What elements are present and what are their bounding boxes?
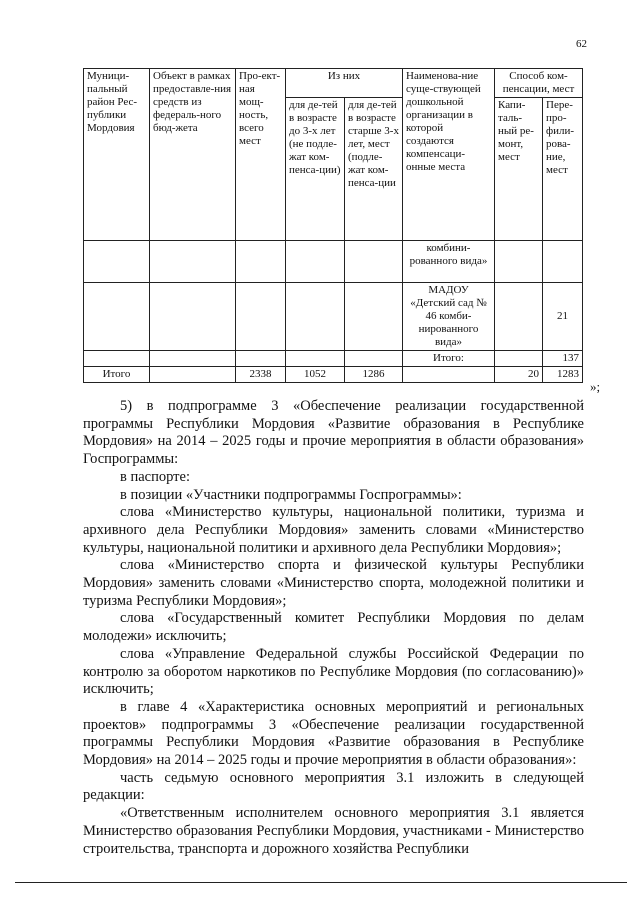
total-reprofile: 1283 [543,367,583,383]
paragraph: в главе 4 «Характеристика основных мероприятий и региональных проектов» подпрограммы 3 «Обеспечение реализации государственной программы Республики Мордовия «Развитие образования в Республике Мордовия» на 2014 – 2025 годы и прочие мероприятия в области образования»: [83,698,584,769]
paragraph: в паспорте: [120,468,190,485]
paragraph: слова «Министерство культуры, национальной политики, туризма и архивного дела Республики Мордовия» заменить словами «Министерство культуры, национальной политики и архивного дела Республики Мордовия»; [83,504,584,556]
subtotal-row [84,351,583,367]
header-capacity: Про-ект-ная мощ-ность, всего мест [236,69,286,241]
header-group-method: Способ ком-пенсации, мест [495,69,583,98]
subtotal-label: Итого: [403,351,495,367]
total-row [84,367,583,383]
header-row-1 [84,69,583,98]
header-organization: Наименова-ние суще-ствующей дошкольной организации в которой создаются компенсаци-онные места [403,69,495,241]
paragraph: слова «Министерство спорта и физической культуры Республики Мордовия» заменить словами «Министерство спорта, молодежной политики и туризма Республики Мордовия»; [83,557,584,609]
total-label: Итого [84,367,150,383]
page-number: 62 [576,38,587,50]
header-district: Муници-пальный район Рес-публики Мордовия [84,69,150,241]
paragraph: «Ответственным исполнителем основного мероприятия 3.1 является Министерство образования Республики Мордовия, участниками - Министерство строительства, транспорта и дорожного хозяйства Республики [83,805,584,857]
compensation-table [83,68,583,383]
header-group-from: Из них [286,69,403,98]
paragraph: 5) в подпрограмме 3 «Обеспечение реализации государственной программы Республики Мордовия «Развитие образования в Республике Мордовия» на 2014 – 2025 годы и прочие мероприятия в области образования» Госпрограммы: [83,398,584,468]
paragraph: слова «Государственный комитет Республики Мордовия по делам молодежи» исключить; [83,610,584,645]
document-body [83,398,584,858]
table-row [84,283,583,351]
total-under3: 1052 [286,367,345,383]
paragraph: часть седьмую основного мероприятия 3.1 изложить в следующей редакции: [83,769,584,804]
paragraph: в позиции «Участники подпрограммы Госпрограммы»: [120,486,462,503]
org-cell: комбини-рованного вида» [403,241,495,283]
reprofile-cell [543,241,583,283]
total-over3: 1286 [345,367,403,383]
header-over3: для де-тей в возрасте старше 3-х лет, мест (подле-жат ком-пенса-ции [345,98,403,241]
paragraph: слова «Управление Федеральной службы Российской Федерации по контролю за оборотом наркотиков по Республике Мордовия (по согласованию)» исключить; [83,645,584,698]
reprofile-cell: 21 [543,283,583,351]
header-repair: Капи-таль-ный ре-монт, мест [495,98,543,241]
table-row [84,241,583,283]
subtotal-value: 137 [543,351,583,367]
header-reprofile: Пере-про-фили-рова-ние, мест [543,98,583,241]
org-cell: МАДОУ «Детский сад № 46 комби-нированного вида» [403,283,495,351]
total-repair: 20 [495,367,543,383]
header-under3: для де-тей в возрасте до 3-х лет (не подле-жат ком-пенса-ции) [286,98,345,241]
bottom-rule [15,882,627,883]
total-capacity: 2338 [236,367,286,383]
table-closing-quote: »; [590,379,601,394]
header-object: Объект в рамках предоставле-ния средств из федераль-ного бюд-жета [150,69,236,241]
